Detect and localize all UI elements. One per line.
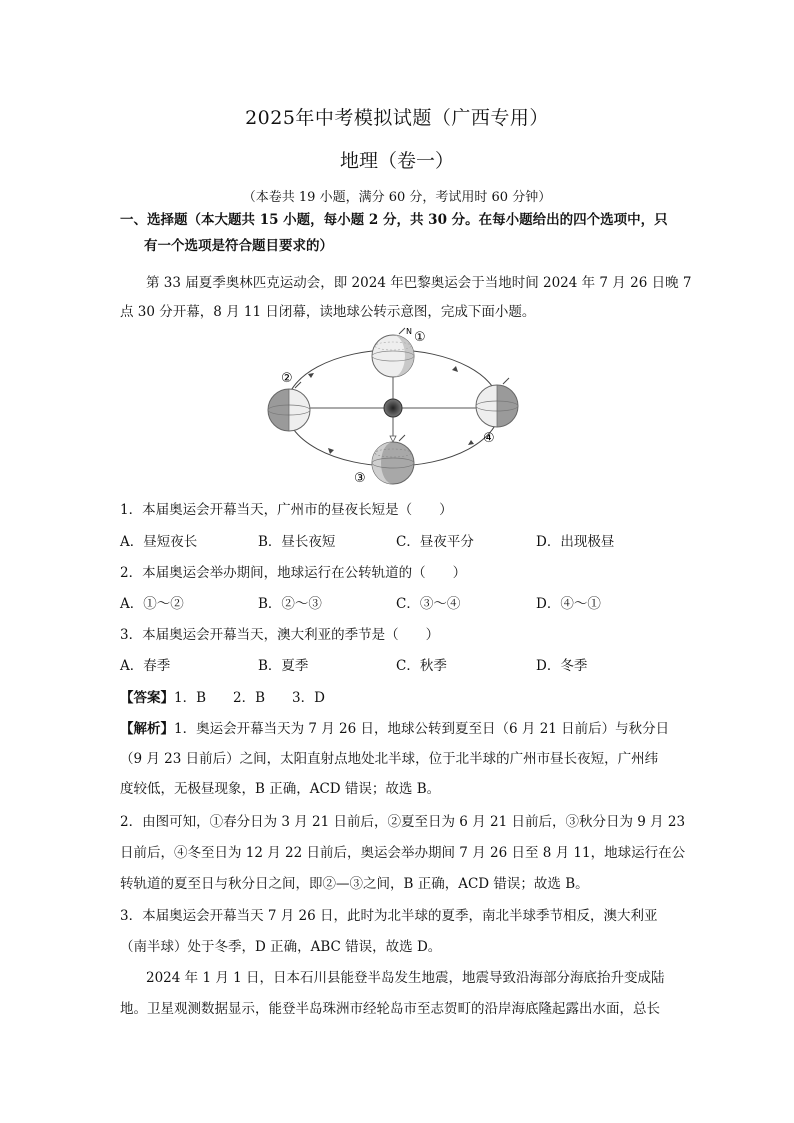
q2-option-a: A．①～②: [120, 596, 184, 612]
passage2-line1: 2024 年 1 月 1 日，日本石川县能登半岛发生地震，地震导致沿海部分海底抬升变成陆: [146, 970, 665, 986]
analysis-line-7: 3．本届奥运会开幕当天 7 月 26 日，此时为北半球的夏季，南北半球季节相反，澳大利亚: [120, 908, 658, 924]
arrowhead-icon: [390, 436, 396, 442]
earth-position-4: [476, 378, 518, 427]
q3-option-d: D．冬季: [536, 658, 588, 674]
q1-option-b: B．昼长夜短: [258, 534, 336, 550]
passage1-line1: 第 33 届夏季奥林匹克运动会，即 2024 年巴黎奥运会于当地时间 2024 年 7 月 26 日晚 7: [146, 275, 692, 291]
passage2-line2: 地。卫星观测数据显示，能登半岛珠洲市经轮岛市至志贺町的沿岸海底隆起露出水面，总长: [120, 1001, 660, 1017]
analysis-line-4: 2．由图可知，①春分日为 3 月 21 日前后，②夏至日为 6 月 21 日前后，③秋分日为 9 月 23: [120, 814, 686, 830]
earth-position-1: [372, 327, 414, 377]
orbit-arrow-icon: [328, 448, 334, 454]
q3-option-b: B．夏季: [258, 658, 309, 674]
label-4: ④: [483, 431, 495, 446]
section-heading-line2: 有一个选项是符合题目要求的）: [144, 238, 333, 254]
page-subtitle: 地理（卷一）: [339, 150, 454, 172]
question-2-stem: 2．本届奥运会举办期间，地球运行在公转轨道的（ ）: [120, 565, 467, 581]
answer-line: [120, 688, 325, 708]
analysis-line-5: 日前后，④冬至日为 12 月 22 日前后，奥运会举办期间 7 月 26 日至 8 月 11，地球运行在公: [120, 845, 686, 861]
section-heading-line1: 一、选择题（本大题共 15 小题，每小题 2 分，共 30 分。在每小题给出的四个选项中，只: [120, 212, 668, 228]
sun-icon: [384, 399, 402, 417]
analysis-line-8: （南半球）处于冬季，D 正确，ABC 错误，故选 D。: [120, 939, 442, 955]
page-title: 2025年中考模拟试题（广西专用）: [245, 107, 549, 129]
label-1: ①: [414, 330, 426, 345]
answer-tag: 【答案】: [120, 690, 174, 706]
q1-option-c: C．昼夜平分: [396, 534, 474, 550]
analysis-text: 1．奥运会开幕当天为 7 月 26 日，地球公转到夏至日（6 月 21 日前后）与秋分日: [174, 721, 670, 737]
analysis-line-1: [120, 719, 669, 739]
q2-option-c: C．③～④: [396, 596, 461, 612]
analysis-line-3: 度较低，无极昼现象，B 正确，ACD 错误；故选 B。: [120, 781, 441, 797]
analysis-line-6: 转轨道的夏至日与秋分日之间，即②—③之间，B 正确，ACD 错误；故选 B。: [120, 876, 589, 892]
earth-position-2: [268, 382, 310, 431]
q1-option-a: A．昼短夜长: [120, 534, 198, 550]
question-1-stem: 1．本届奥运会开幕当天，广州市的昼夜长短是（ ）: [120, 502, 453, 518]
passage1-line2: 点 30 分开幕，8 月 11 日闭幕，读地球公转示意图，完成下面小题。: [120, 304, 536, 320]
orbit-arrow-icon: [468, 440, 474, 445]
orbit-arrow-icon: [308, 373, 314, 378]
q2-option-b: B．②～③: [258, 596, 322, 612]
q3-option-c: C．秋季: [396, 658, 447, 674]
label-2: ②: [281, 371, 293, 386]
q3-option-a: A．春季: [120, 658, 171, 674]
orbit-arrow-icon: [452, 366, 458, 372]
svg-text:N: N: [406, 327, 412, 336]
q1-option-d: D．出现极昼: [536, 534, 615, 550]
earth-position-3: [372, 435, 414, 484]
q2-option-d: D．④～①: [536, 596, 601, 612]
analysis-line-2: （9 月 23 日前后）之间，太阳直射点地处北半球，位于北半球的广州市昼长夜短，广州纬: [120, 751, 659, 767]
question-3-stem: 3．本届奥运会开幕当天，澳大利亚的季节是（ ）: [120, 627, 440, 643]
answer-text: 1．B 2．B 3．D: [174, 690, 325, 706]
exam-note: （本卷共 19 小题，满分 60 分，考试用时 60 分钟）: [242, 190, 552, 205]
earth-revolution-diagram: [260, 326, 530, 491]
label-3: ③: [354, 471, 366, 486]
analysis-tag: 【解析】: [120, 721, 174, 737]
